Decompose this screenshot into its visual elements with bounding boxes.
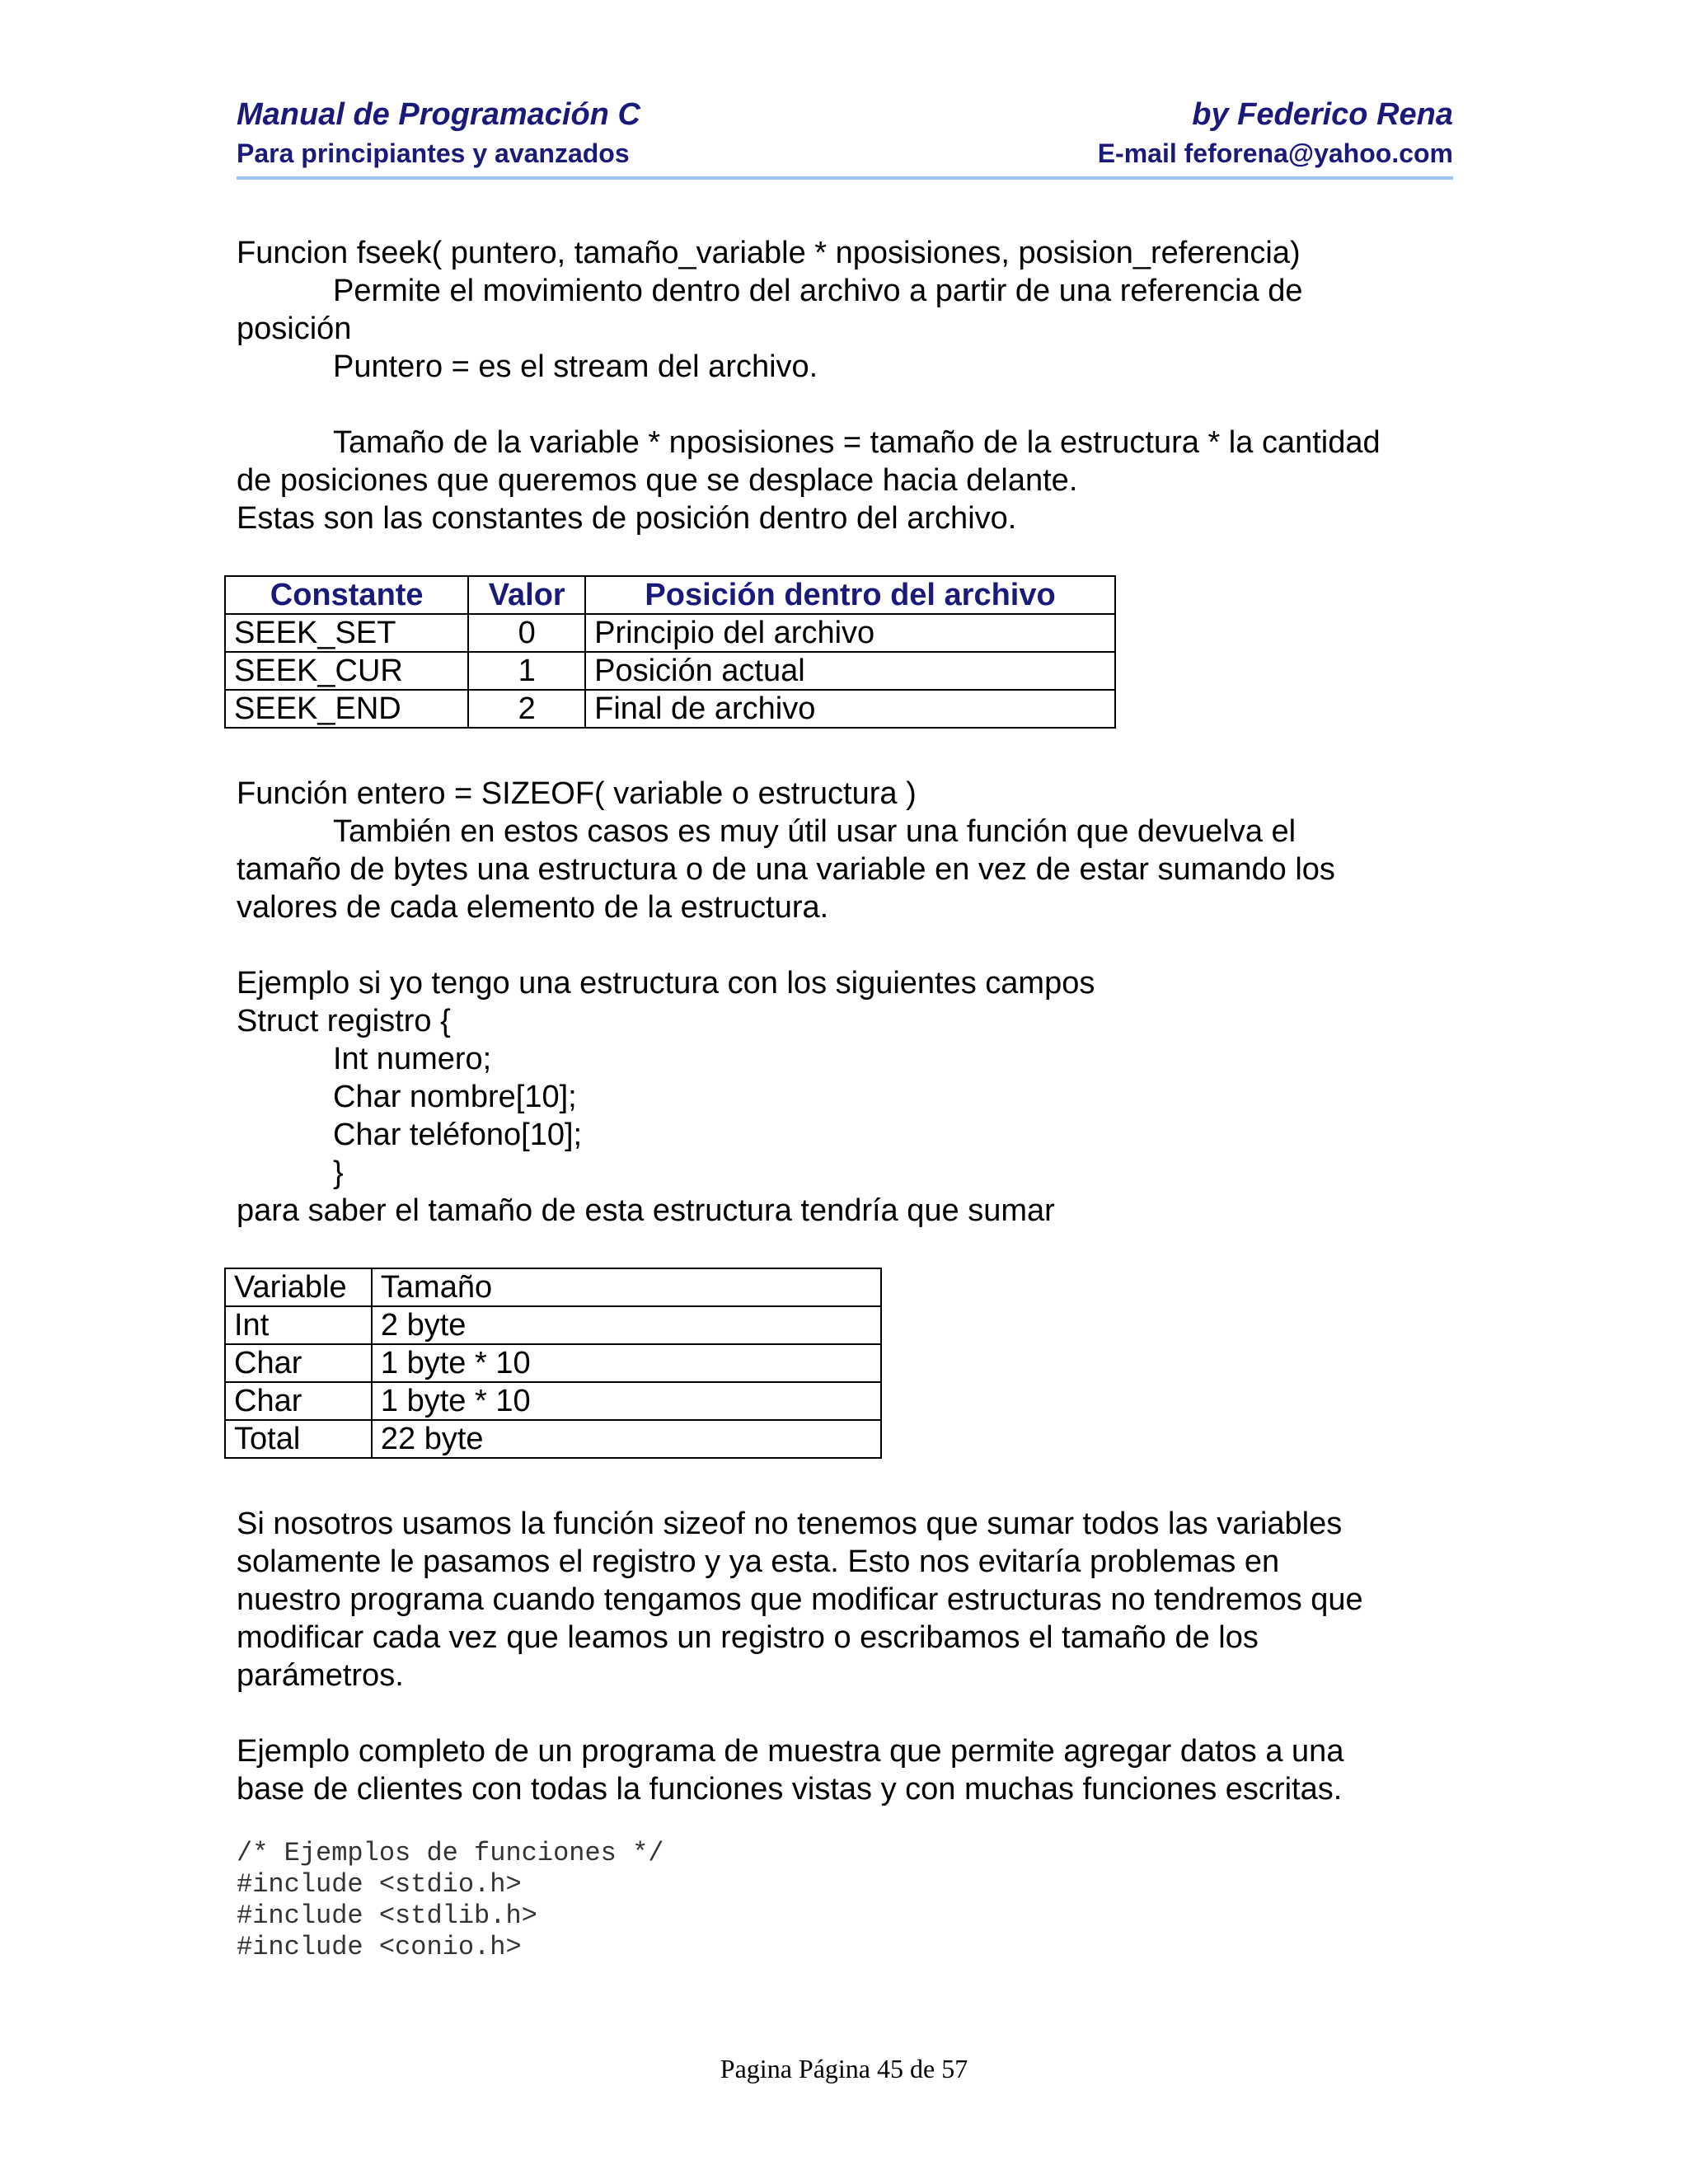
fseek-description-line: posición (237, 312, 352, 346)
example-description: Ejemplo completo de un programa de muestra que permite agregar datos a una (237, 1734, 1344, 1769)
sizeof-description-line: También en estos casos es muy útil usar una función que devuelva el (333, 814, 1296, 849)
fseek-signature: Funcion fseek( puntero, tamaño_variable * nposisiones, posision_referencia) (237, 236, 1301, 270)
conclusion-line: parámetros. (237, 1658, 404, 1693)
table-cell: 1 (468, 652, 585, 690)
page-header (237, 97, 1453, 183)
code-line: #include <stdlib.h> (237, 1900, 537, 1931)
table-cell: 2 (468, 690, 585, 728)
struct-open: Struct registro { (237, 1004, 451, 1038)
code-line: #include <stdio.h> (237, 1869, 522, 1900)
table-row (225, 652, 1115, 690)
struct-field: Char nombre[10]; (333, 1080, 577, 1114)
fseek-description-line: Permite el movimiento dentro del archivo a partir de una referencia de (333, 274, 1303, 308)
sum-intro: para saber el tamaño de esta estructura tendría que sumar (237, 1193, 1055, 1228)
table-cell: Char (225, 1344, 372, 1382)
sizeof-description-line: valores de cada elemento de la estructura. (237, 890, 829, 925)
column-header: Valor (468, 576, 585, 614)
code-line: /* Ejemplos de funciones */ (237, 1838, 664, 1868)
table-cell: Principio del archivo (585, 614, 1115, 652)
author-email: E-mail feforena@yahoo.com (1097, 138, 1453, 168)
header-divider (237, 176, 1453, 180)
variable-size-table (224, 1268, 882, 1459)
table-cell: Variable (225, 1268, 372, 1306)
table-cell: 1 byte * 10 (372, 1382, 881, 1420)
table-cell: Posición actual (585, 652, 1115, 690)
fseek-size-note: de posiciones que queremos que se desplace hacia delante. (237, 463, 1078, 498)
code-line: #include <conio.h> (237, 1932, 522, 1962)
table-cell: 22 byte (372, 1420, 881, 1458)
table-cell: SEEK_CUR (225, 652, 468, 690)
fseek-puntero-note: Puntero = es el stream del archivo. (333, 349, 818, 384)
table-row (225, 1306, 881, 1344)
conclusion-line: modificar cada vez que leamos un registro o escribamos el tamaño de los (237, 1620, 1259, 1655)
example-description: base de clientes con todas la funciones vistas y con muchas funciones escritas. (237, 1772, 1343, 1807)
example-intro: Ejemplo si yo tengo una estructura con los siguientes campos (237, 966, 1095, 1001)
table-row (225, 1268, 881, 1306)
table-row (225, 1344, 881, 1382)
table-cell: Final de archivo (585, 690, 1115, 728)
table-row (225, 1382, 881, 1420)
table-cell: Char (225, 1382, 372, 1420)
table-cell: 2 byte (372, 1306, 881, 1344)
conclusion-line: Si nosotros usamos la función sizeof no tenemos que sumar todos las variables (237, 1507, 1343, 1541)
conclusion-line: nuestro programa cuando tengamos que modificar estructuras no tendremos que (237, 1582, 1363, 1617)
table-cell: Total (225, 1420, 372, 1458)
document-author: by Federico Rena (1192, 97, 1453, 132)
table-header-row (225, 576, 1115, 614)
sizeof-description-line: tamaño de bytes una estructura o de una variable en vez de estar sumando los (237, 852, 1335, 887)
table-cell: Int (225, 1306, 372, 1344)
struct-field: Char teléfono[10]; (333, 1118, 583, 1152)
constants-intro: Estas son las constantes de posición dentro del archivo. (237, 501, 1017, 536)
table-cell: 1 byte * 10 (372, 1344, 881, 1382)
table-cell: SEEK_SET (225, 614, 468, 652)
column-header: Posición dentro del archivo (585, 576, 1115, 614)
conclusion-line: solamente le pasamos el registro y ya esta. Esto nos evitaría problemas en (237, 1544, 1280, 1579)
document-subtitle: Para principiantes y avanzados (237, 138, 630, 168)
table-cell: 0 (468, 614, 585, 652)
sizeof-signature: Función entero = SIZEOF( variable o estructura ) (237, 776, 917, 811)
table-cell: SEEK_END (225, 690, 468, 728)
struct-close: } (333, 1155, 344, 1190)
table-row (225, 614, 1115, 652)
table-row (225, 690, 1115, 728)
seek-constants-table (224, 575, 1116, 729)
page-footer: Pagina Página 45 de 57 (720, 2054, 968, 2083)
struct-field: Int numero; (333, 1042, 492, 1076)
document-title: Manual de Programación C (237, 97, 640, 132)
table-row (225, 1420, 881, 1458)
column-header: Constante (225, 576, 468, 614)
fseek-size-note: Tamaño de la variable * nposisiones = tamaño de la estructura * la cantidad (333, 425, 1381, 460)
table-cell: Tamaño (372, 1268, 881, 1306)
